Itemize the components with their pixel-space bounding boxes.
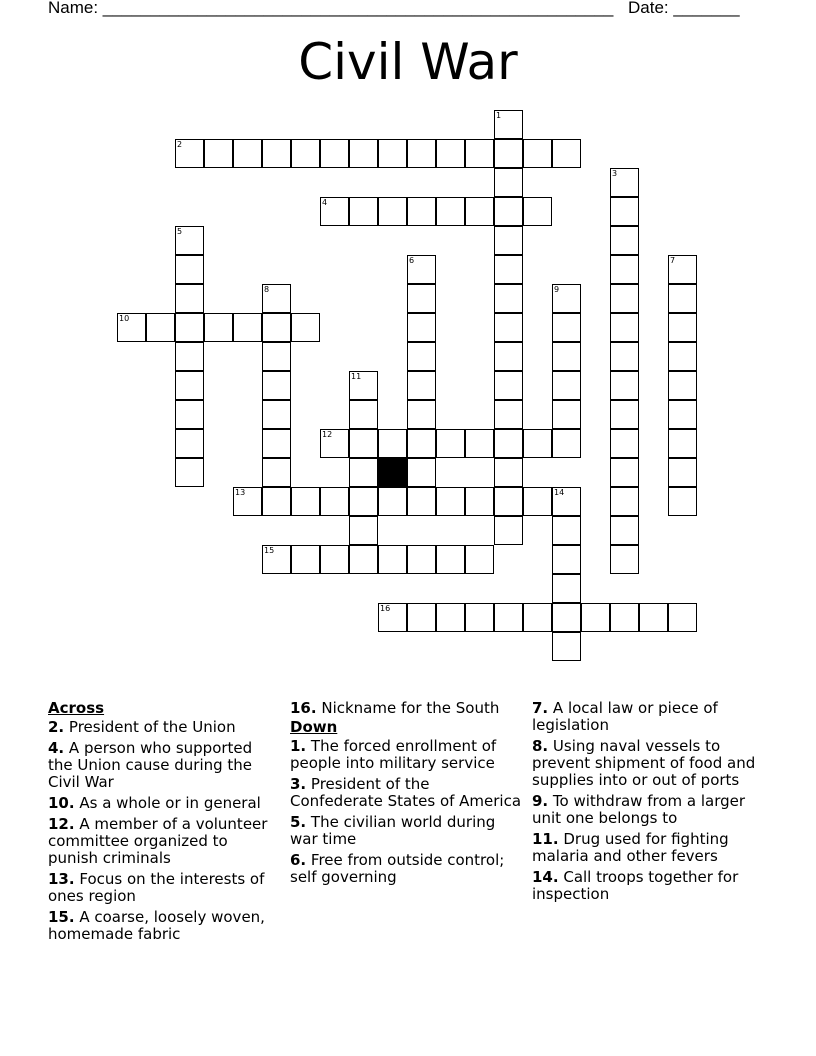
crossword-cell[interactable] (668, 371, 697, 400)
crossword-cell[interactable] (523, 603, 552, 632)
crossword-cell[interactable] (494, 255, 523, 284)
cell-number: 12 (322, 430, 333, 439)
clue-number: 7. (532, 699, 549, 717)
clue-text: As a whole or in general (74, 794, 261, 812)
crossword-cell[interactable] (407, 313, 436, 342)
crossword-cell[interactable] (146, 313, 175, 342)
crossword-cell[interactable] (407, 139, 436, 168)
crossword-cell[interactable] (378, 197, 407, 226)
down-heading: Down (290, 718, 338, 736)
clue-number: 12. (48, 815, 75, 833)
clue-down-8 (532, 738, 764, 789)
crossword-cell[interactable] (117, 313, 146, 342)
crossword-cell[interactable] (465, 197, 494, 226)
crossword-cell[interactable] (668, 313, 697, 342)
clue-number: 2. (48, 718, 65, 736)
clue-number: 15. (48, 908, 75, 926)
crossword-cell[interactable] (494, 487, 523, 516)
crossword-cell[interactable] (320, 429, 349, 458)
crossword-cell[interactable] (581, 603, 610, 632)
cell-number: 5 (177, 227, 183, 236)
crossword-cell[interactable] (668, 603, 697, 632)
crossword-cell[interactable] (407, 487, 436, 516)
crossword-cell[interactable] (610, 516, 639, 545)
crossword-cell[interactable] (378, 487, 407, 516)
crossword-cell[interactable] (436, 603, 465, 632)
clue-text: A person who supported the Union cause during the Civil War (48, 739, 253, 791)
cell-number: 1 (496, 111, 502, 120)
clue-number: 3. (290, 775, 307, 793)
crossword-cell[interactable] (291, 545, 320, 574)
clue-text: President of the Union (64, 718, 236, 736)
crossword-cell[interactable] (407, 603, 436, 632)
across-heading: Across (48, 699, 105, 717)
crossword-cell[interactable] (378, 139, 407, 168)
crossword-cell[interactable] (175, 255, 204, 284)
clue-number: 5. (290, 813, 307, 831)
crossword-cell[interactable] (407, 284, 436, 313)
crossword-cell[interactable] (552, 632, 581, 661)
crossword-cell[interactable] (610, 458, 639, 487)
crossword-cell[interactable] (465, 139, 494, 168)
crossword-cell[interactable] (668, 400, 697, 429)
crossword-cell[interactable] (320, 545, 349, 574)
crossword-cell[interactable] (175, 371, 204, 400)
clue-text: The civilian world during war time (290, 813, 496, 848)
crossword-cell[interactable] (262, 429, 291, 458)
crossword-cell[interactable] (552, 574, 581, 603)
clue-number: 13. (48, 870, 75, 888)
crossword-cell[interactable] (349, 139, 378, 168)
crossword-cell[interactable] (552, 342, 581, 371)
crossword-cell[interactable] (552, 516, 581, 545)
crossword-cell[interactable] (262, 400, 291, 429)
crossword-cell[interactable] (262, 313, 291, 342)
clue-across-15 (48, 909, 280, 943)
crossword-cell[interactable] (175, 429, 204, 458)
crossword-cell[interactable] (552, 545, 581, 574)
clue-text: A local law or piece of legislation (532, 699, 718, 734)
cell-number: 6 (409, 256, 415, 265)
clue-across-12 (48, 816, 280, 867)
crossword-cell[interactable] (494, 284, 523, 313)
clue-number: 1. (290, 737, 307, 755)
crossword-cell[interactable] (436, 545, 465, 574)
crossword-cell[interactable] (668, 342, 697, 371)
crossword-cell[interactable] (494, 139, 523, 168)
clue-number: 14. (532, 868, 559, 886)
name-field-label[interactable]: Name: ______________________________________________________ (48, 0, 614, 17)
cell-number: 11 (351, 372, 362, 381)
crossword-cell[interactable] (175, 342, 204, 371)
clue-text: A coarse, loosely woven, homemade fabric (48, 908, 265, 943)
crossword-cell[interactable] (610, 255, 639, 284)
crossword-cell[interactable] (175, 226, 204, 255)
clue-number: 11. (532, 830, 559, 848)
crossword-cell[interactable] (494, 168, 523, 197)
crossword-cell[interactable] (465, 429, 494, 458)
crossword-cell[interactable] (407, 371, 436, 400)
crossword-cell[interactable] (494, 458, 523, 487)
crossword-cell[interactable] (175, 458, 204, 487)
cell-number: 8 (264, 285, 270, 294)
clue-across-2 (48, 719, 280, 736)
clue-text: Using naval vessels to prevent shipment of food and supplies into or out of ports (532, 737, 756, 789)
cell-number: 10 (119, 314, 130, 323)
crossword-cell[interactable] (349, 458, 378, 487)
clue-number: 16. (290, 699, 317, 717)
crossword-cell[interactable] (552, 429, 581, 458)
clue-text: Drug used for fighting malaria and other fevers (532, 830, 729, 865)
crossword-cell[interactable] (610, 603, 639, 632)
crossword-cell[interactable] (552, 371, 581, 400)
crossword-cell[interactable] (233, 139, 262, 168)
crossword-cell[interactable] (465, 487, 494, 516)
crossword-cell[interactable] (407, 342, 436, 371)
crossword-cell[interactable] (494, 197, 523, 226)
cell-number: 4 (322, 198, 328, 207)
crossword-cell[interactable] (175, 284, 204, 313)
crossword-cell[interactable] (175, 400, 204, 429)
crossword-cell[interactable] (494, 429, 523, 458)
clue-text: Call troops together for inspection (532, 868, 739, 903)
clue-down-14 (532, 869, 764, 903)
crossword-cell[interactable] (436, 139, 465, 168)
clue-down-5 (290, 814, 522, 848)
crossword-cell[interactable] (494, 313, 523, 342)
crossword-cell[interactable] (610, 429, 639, 458)
crossword-cell[interactable] (668, 429, 697, 458)
crossword-cell[interactable] (378, 429, 407, 458)
crossword-cell[interactable] (349, 371, 378, 400)
crossword-cell[interactable] (610, 487, 639, 516)
cell-number: 9 (554, 285, 560, 294)
crossword-cell[interactable] (262, 545, 291, 574)
clue-column-3 (532, 700, 764, 907)
crossword-cell[interactable] (204, 139, 233, 168)
crossword-cell[interactable] (291, 487, 320, 516)
date-field-label[interactable]: Date: _______ (628, 0, 740, 17)
crossword-cell[interactable] (407, 255, 436, 284)
crossword-cell[interactable] (262, 342, 291, 371)
crossword-cell[interactable] (494, 226, 523, 255)
crossword-cell[interactable] (610, 400, 639, 429)
crossword-cell[interactable] (349, 429, 378, 458)
clue-number: 10. (48, 794, 75, 812)
crossword-cell[interactable] (668, 284, 697, 313)
clue-number: 6. (290, 851, 307, 869)
crossword-cell[interactable] (610, 371, 639, 400)
crossword-cell[interactable] (262, 487, 291, 516)
clue-text: Focus on the interests of ones region (48, 870, 265, 905)
crossword-cell[interactable] (320, 139, 349, 168)
clue-across-16 (290, 700, 522, 717)
clue-down-1 (290, 738, 522, 772)
crossword-cell[interactable] (552, 487, 581, 516)
crossword-cell[interactable] (349, 197, 378, 226)
crossword-cell[interactable] (349, 400, 378, 429)
crossword-cell[interactable] (436, 487, 465, 516)
crossword-cell[interactable] (465, 603, 494, 632)
crossword-cell[interactable] (233, 487, 262, 516)
crossword-cell[interactable] (523, 139, 552, 168)
cell-number: 14 (554, 488, 565, 497)
crossword-cell[interactable] (610, 168, 639, 197)
clue-down-3 (290, 776, 522, 810)
crossword-cell[interactable] (436, 429, 465, 458)
crossword-cell[interactable] (552, 400, 581, 429)
clue-down-9 (532, 793, 764, 827)
crossword-cell[interactable] (320, 197, 349, 226)
crossword-cell[interactable] (407, 545, 436, 574)
crossword-cell[interactable] (610, 545, 639, 574)
clue-down-6 (290, 852, 522, 886)
cell-number: 13 (235, 488, 246, 497)
crossword-cell[interactable] (610, 313, 639, 342)
crossword-cell[interactable] (378, 603, 407, 632)
crossword-cell[interactable] (494, 603, 523, 632)
page-title: Civil War (298, 33, 518, 91)
crossword-cell[interactable] (494, 400, 523, 429)
clue-column-1 (48, 700, 280, 947)
clue-text: President of the Confederate States of America (290, 775, 522, 810)
cell-number: 7 (670, 256, 676, 265)
crossword-cell[interactable] (436, 197, 465, 226)
crossword-cell[interactable] (349, 545, 378, 574)
crossword-cell[interactable] (523, 429, 552, 458)
clue-text: A member of a volunteer committee organized to punish criminals (48, 815, 268, 867)
crossword-cell[interactable] (668, 487, 697, 516)
crossword-cell[interactable] (407, 400, 436, 429)
cell-number: 3 (612, 169, 618, 178)
crossword-cell[interactable] (291, 313, 320, 342)
crossword-cell[interactable] (494, 371, 523, 400)
crossword-cell[interactable] (465, 545, 494, 574)
clue-text: To withdraw from a larger unit one belongs to (532, 792, 746, 827)
crossword-cell[interactable] (175, 139, 204, 168)
crossword-cell[interactable] (175, 313, 204, 342)
black-cell (378, 458, 407, 487)
crossword-cell[interactable] (407, 429, 436, 458)
cell-number: 16 (380, 604, 391, 613)
crossword-cell[interactable] (610, 284, 639, 313)
clue-column-2 (290, 700, 522, 890)
crossword-cell[interactable] (610, 197, 639, 226)
crossword-cell[interactable] (552, 139, 581, 168)
crossword-cell[interactable] (668, 458, 697, 487)
crossword-cell[interactable] (494, 110, 523, 139)
clue-text: Free from outside control; self governing (290, 851, 505, 886)
crossword-cell[interactable] (639, 603, 668, 632)
crossword-cell[interactable] (262, 371, 291, 400)
crossword-cell[interactable] (349, 487, 378, 516)
crossword-cell[interactable] (349, 516, 378, 545)
clue-text: Nickname for the South (316, 699, 500, 717)
cell-number: 2 (177, 140, 183, 149)
clue-across-4 (48, 740, 280, 791)
crossword-cell[interactable] (407, 458, 436, 487)
crossword-cell[interactable] (552, 313, 581, 342)
clue-down-7 (532, 700, 764, 734)
crossword-cell[interactable] (204, 313, 233, 342)
clue-number: 8. (532, 737, 549, 755)
crossword-cell[interactable] (262, 458, 291, 487)
crossword-cell[interactable] (320, 487, 349, 516)
crossword-cell[interactable] (523, 197, 552, 226)
crossword-cell[interactable] (262, 284, 291, 313)
clue-across-13 (48, 871, 280, 905)
crossword-cell[interactable] (407, 197, 436, 226)
clue-text: The forced enrollment of people into military service (290, 737, 497, 772)
crossword-cell[interactable] (523, 487, 552, 516)
crossword-cell[interactable] (610, 342, 639, 371)
crossword-cell[interactable] (494, 342, 523, 371)
crossword-cell[interactable] (291, 139, 320, 168)
crossword-cell[interactable] (233, 313, 262, 342)
crossword-cell[interactable] (552, 603, 581, 632)
clue-across-10 (48, 795, 280, 812)
crossword-cell[interactable] (668, 255, 697, 284)
crossword-cell[interactable] (494, 516, 523, 545)
clue-number: 9. (532, 792, 549, 810)
crossword-cell[interactable] (552, 284, 581, 313)
clue-number: 4. (48, 739, 65, 757)
crossword-cell[interactable] (378, 545, 407, 574)
crossword-cell[interactable] (610, 226, 639, 255)
cell-number: 15 (264, 546, 275, 555)
clue-down-11 (532, 831, 764, 865)
crossword-cell[interactable] (262, 139, 291, 168)
